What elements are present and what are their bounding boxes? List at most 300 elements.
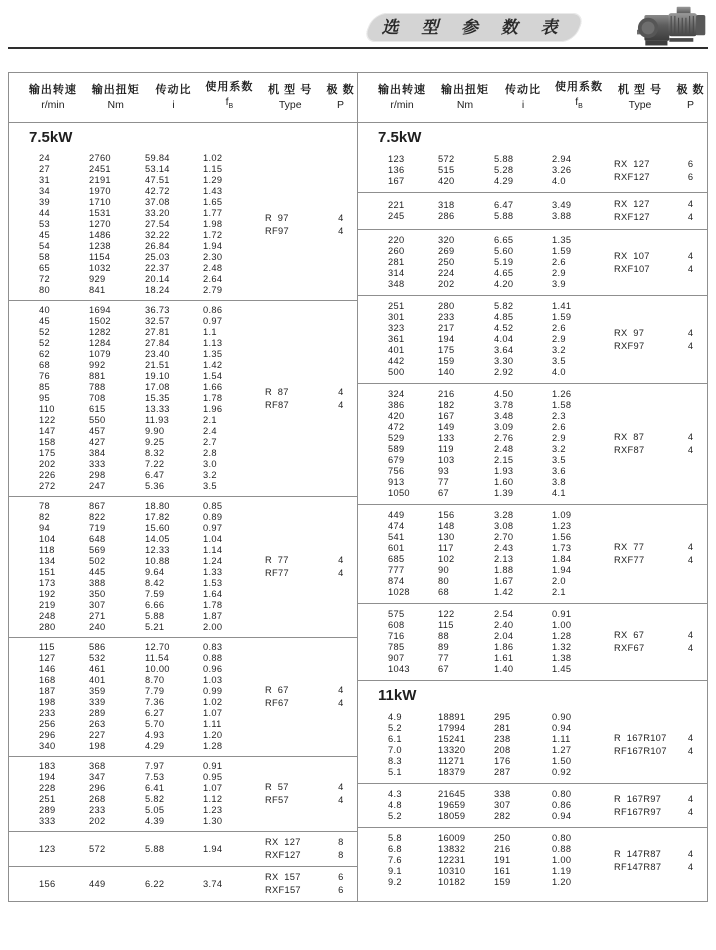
ratio-cell: 5.70	[145, 719, 165, 729]
speed-cell: 251	[388, 301, 405, 311]
ratio-cell: 6.22	[145, 878, 165, 889]
model-type: R 167R107	[614, 733, 667, 743]
torque-cell: 572	[438, 154, 455, 164]
poles-cell	[324, 761, 357, 827]
speed-cell: 251	[39, 794, 56, 804]
service-factor-cell: 3.2	[203, 470, 217, 480]
speed-cell: 1028	[388, 587, 410, 597]
poles-cell	[674, 833, 707, 888]
torque-cell: 11271	[438, 756, 465, 766]
poles-value: 6	[338, 885, 344, 895]
torque-cell: 167	[438, 411, 455, 421]
service-factor-cell: 2.48	[203, 263, 223, 273]
ratio-cell: 27.81	[145, 327, 170, 337]
data-rows	[358, 235, 606, 290]
speed-cell: 472	[388, 422, 405, 432]
table-row	[9, 153, 257, 164]
table-row	[358, 745, 606, 756]
ratio-cell: 4.65	[494, 268, 514, 278]
ratio-cell: 307	[494, 800, 511, 810]
ratio-cell: 281	[494, 723, 511, 733]
ratio-cell: 5.88	[145, 843, 165, 854]
service-factor-cell: 1.78	[203, 393, 223, 403]
ratio-cell: 3.08	[494, 521, 514, 531]
service-factor-cell: 1.94	[552, 565, 572, 575]
ratio-cell: 15.35	[145, 393, 170, 403]
ratio-cell: 26.84	[145, 241, 170, 251]
speed-cell: 6.1	[388, 734, 402, 744]
ratio-cell: 5.05	[145, 805, 165, 815]
service-factor-cell: 0.83	[203, 642, 223, 652]
ratio-cell: 12.33	[145, 545, 170, 555]
service-factor-cell: 3.2	[552, 444, 566, 454]
service-factor-cell: 3.5	[552, 356, 566, 366]
speed-cell: 1043	[388, 664, 410, 674]
speed-cell: 202	[39, 459, 56, 469]
power-section-label: 7.5kW	[378, 129, 422, 146]
table-row	[358, 268, 606, 279]
table-row	[358, 176, 606, 187]
speed-cell: 40	[39, 305, 50, 315]
ratio-cell: 3.28	[494, 510, 514, 520]
table-row	[9, 481, 257, 492]
table-row	[9, 567, 257, 578]
table-row	[358, 712, 606, 723]
power-section	[358, 123, 707, 680]
torque-cell: 233	[89, 805, 106, 815]
model-type: RX 127	[265, 837, 301, 847]
data-rows	[358, 609, 606, 675]
torque-cell: 18059	[438, 811, 466, 821]
service-factor-cell: 1.00	[552, 620, 572, 630]
service-factor-cell: 1.50	[552, 756, 572, 766]
torque-cell: 1486	[89, 230, 111, 240]
torque-cell: 708	[89, 393, 106, 403]
poles-value: 4	[687, 445, 694, 455]
parameter-block	[358, 707, 707, 783]
table-row	[358, 466, 606, 477]
table-row	[9, 305, 257, 316]
torque-cell: 103	[438, 455, 455, 465]
speed-cell: 601	[388, 543, 405, 553]
table-row	[9, 761, 257, 772]
mounting-foot	[645, 41, 667, 46]
ratio-cell: 176	[494, 756, 511, 766]
poles-cell	[324, 305, 357, 492]
torque-cell: 250	[438, 257, 455, 267]
speed-cell: 62	[39, 349, 50, 359]
parameter-block	[9, 756, 357, 831]
service-factor-cell: 2.64	[203, 274, 223, 284]
speed-cell: 156	[39, 878, 56, 889]
service-factor-cell: 1.23	[552, 521, 572, 531]
table-row	[9, 719, 257, 730]
ratio-cell: 159	[494, 877, 511, 887]
ratio-cell: 6.47	[494, 200, 514, 210]
torque-cell: 388	[89, 578, 106, 588]
ratio-cell: 295	[494, 712, 511, 722]
service-factor-cell: 1.66	[203, 382, 223, 392]
parameter-block	[358, 295, 707, 383]
torque-cell: 881	[89, 371, 106, 381]
table-row	[358, 576, 606, 587]
service-factor-cell: 1.72	[203, 230, 223, 240]
parameter-block	[358, 504, 707, 603]
table-row	[358, 433, 606, 444]
table-row	[9, 197, 257, 208]
torque-cell: 401	[89, 675, 106, 685]
torque-cell: 1970	[89, 186, 111, 196]
model-type: R 57	[265, 782, 289, 792]
poles-cell	[324, 642, 357, 752]
table-row	[9, 241, 257, 252]
ratio-cell: 14.05	[145, 534, 170, 544]
speed-cell: 1050	[388, 488, 410, 498]
table-row	[358, 411, 606, 422]
model-type-cell	[606, 154, 674, 187]
speed-cell: 147	[39, 426, 56, 436]
ratio-cell: 22.37	[145, 263, 170, 273]
table-row	[9, 664, 257, 675]
speed-cell: 348	[388, 279, 405, 289]
service-factor-cell: 1.07	[203, 708, 223, 718]
parameter-block	[9, 831, 357, 866]
model-type: R 147R87	[614, 848, 662, 859]
torque-cell: 427	[89, 437, 106, 447]
table-row	[9, 794, 257, 805]
torque-cell: 1154	[89, 252, 111, 262]
service-factor-cell: 0.91	[203, 761, 223, 771]
torque-cell: 350	[89, 589, 106, 599]
speed-cell: 272	[39, 481, 56, 491]
service-factor-cell: 0.96	[203, 664, 223, 674]
torque-cell: 19659	[438, 800, 466, 810]
parameter-block	[9, 866, 357, 901]
torque-cell: 175	[438, 345, 455, 355]
speed-cell: 221	[388, 200, 405, 210]
service-factor-cell: 1.84	[552, 554, 572, 564]
ratio-cell: 3.64	[494, 345, 514, 355]
speed-cell: 45	[39, 230, 50, 240]
service-factor-cell: 0.92	[552, 767, 572, 777]
ratio-cell: 2.70	[494, 532, 514, 542]
table-row	[358, 422, 606, 433]
service-factor-cell: 3.74	[203, 878, 223, 889]
poles-cell	[674, 712, 707, 778]
model-type-cell	[606, 235, 674, 290]
poles-cell	[324, 871, 357, 897]
poles-value: 4	[338, 386, 344, 397]
table-row	[358, 312, 606, 323]
service-factor-cell: 1.98	[203, 219, 223, 229]
table-row	[9, 879, 257, 890]
model-type: RX 87	[614, 432, 645, 442]
speed-cell: 361	[388, 334, 405, 344]
parameter-block	[358, 783, 707, 827]
model-type-cell	[257, 153, 324, 296]
torque-cell: 307	[89, 600, 106, 610]
torque-cell: 298	[89, 470, 106, 480]
ratio-cell: 33.20	[145, 208, 170, 218]
service-factor-cell: 3.88	[552, 211, 572, 221]
ratio-cell: 161	[494, 866, 511, 876]
poles-value: 4	[338, 795, 344, 805]
service-factor-cell: 1.42	[203, 360, 223, 370]
torque-cell: 1710	[89, 197, 111, 207]
torque-cell: 182	[438, 400, 455, 410]
torque-cell: 296	[89, 783, 106, 793]
ratio-cell: 12.70	[145, 642, 170, 652]
parameter-block	[358, 229, 707, 295]
service-factor-cell: 2.8	[203, 448, 217, 458]
ratio-cell: 8.70	[145, 675, 165, 685]
table-row	[358, 521, 606, 532]
header-ratio: 传动比 i	[505, 84, 541, 111]
service-factor-cell: 1.00	[552, 855, 572, 865]
speed-cell: 323	[388, 323, 405, 333]
table-row	[9, 844, 257, 855]
table-row	[9, 816, 257, 827]
table-right-body	[358, 123, 707, 893]
speed-cell: 118	[39, 545, 55, 555]
table-row	[358, 389, 606, 400]
speed-cell: 913	[388, 477, 405, 487]
service-factor-cell: 3.5	[552, 455, 566, 465]
table-row	[358, 800, 606, 811]
torque-cell: 149	[438, 422, 455, 432]
ratio-cell: 18.80	[145, 501, 170, 511]
speed-cell: 289	[39, 805, 56, 815]
model-type: RXF127	[614, 212, 650, 222]
speed-cell: 72	[39, 274, 50, 284]
ratio-cell: 27.84	[145, 338, 170, 348]
speed-cell: 608	[388, 620, 405, 630]
table-row	[358, 345, 606, 356]
service-factor-cell: 1.65	[203, 197, 223, 207]
ratio-cell: 17.08	[145, 382, 170, 392]
ratio-cell: 5.60	[494, 246, 514, 256]
speed-cell: 420	[388, 411, 405, 421]
torque-cell: 10310	[438, 866, 466, 876]
speed-cell: 151	[39, 567, 56, 577]
torque-cell: 569	[89, 545, 106, 555]
speed-cell: 146	[39, 664, 56, 674]
ratio-cell: 1.88	[494, 565, 514, 575]
ratio-cell: 4.29	[494, 176, 514, 186]
table-row	[358, 200, 606, 211]
table-row	[9, 437, 257, 448]
service-factor-cell: 1.27	[552, 745, 572, 755]
table-row	[358, 444, 606, 455]
torque-cell: 502	[89, 556, 106, 566]
header-output-torque: 输出扭矩 Nm	[441, 84, 489, 111]
speed-cell: 34	[39, 186, 50, 196]
torque-cell: 286	[438, 211, 455, 221]
ratio-cell: 37.08	[145, 197, 170, 207]
table-row	[358, 323, 606, 334]
speed-cell: 220	[388, 235, 405, 245]
header-model-type: 机 型 号 Type	[617, 84, 663, 111]
torque-cell: 648	[89, 534, 106, 544]
service-factor-cell: 1.03	[203, 675, 223, 685]
poles-value: 4	[687, 746, 694, 756]
torque-cell: 368	[89, 761, 106, 771]
table-row	[358, 631, 606, 642]
model-type-cell	[606, 712, 674, 778]
ratio-cell: 5.88	[145, 611, 165, 621]
service-factor-cell: 1.56	[552, 532, 572, 542]
table-row	[358, 653, 606, 664]
service-factor-cell: 1.32	[552, 642, 572, 652]
torque-cell: 280	[438, 301, 455, 311]
table-row	[358, 789, 606, 800]
data-rows	[358, 198, 606, 224]
torque-cell: 133	[438, 433, 455, 443]
torque-cell: 1032	[89, 263, 111, 273]
service-factor-cell: 3.49	[552, 200, 572, 210]
poles-cell	[674, 154, 707, 187]
ratio-cell: 5.82	[145, 794, 165, 804]
service-factor-cell: 1.87	[203, 611, 223, 621]
torque-cell: 2191	[89, 175, 111, 185]
torque-cell: 202	[438, 279, 455, 289]
table-row	[358, 154, 606, 165]
poles-value: 6	[338, 872, 344, 882]
ratio-cell: 4.29	[145, 741, 165, 751]
poles-value: 4	[338, 225, 344, 236]
data-rows	[358, 154, 606, 187]
poles-value: 4	[687, 555, 694, 565]
table-row	[9, 186, 257, 197]
service-factor-cell: 2.00	[203, 622, 223, 632]
table-row	[358, 334, 606, 345]
parameter-block	[358, 827, 707, 893]
power-section	[358, 680, 707, 893]
speed-cell: 8.3	[388, 756, 402, 766]
service-factor-cell: 1.26	[552, 389, 572, 399]
poles-value: 4	[338, 568, 344, 578]
model-type: RXF67	[614, 643, 645, 653]
service-factor-cell: 1.28	[552, 631, 572, 641]
poles-value: 4	[687, 432, 694, 442]
model-type-cell	[606, 198, 674, 224]
table-row	[9, 622, 257, 633]
model-type-cell	[257, 836, 324, 862]
table-row	[358, 165, 606, 176]
torque-cell: 788	[89, 382, 106, 392]
table-row	[9, 252, 257, 263]
torque-cell: 572	[89, 843, 106, 854]
model-type: R 97	[265, 212, 289, 223]
table-header	[358, 73, 707, 123]
table-row	[9, 285, 257, 296]
ratio-cell: 238	[494, 734, 511, 744]
torque-cell: 1531	[89, 208, 111, 218]
model-type: RXF77	[614, 555, 645, 565]
table-row	[358, 620, 606, 631]
torque-cell: 130	[438, 532, 455, 542]
speed-cell: 44	[39, 208, 50, 218]
table-row	[9, 783, 257, 794]
torque-cell: 67	[438, 488, 449, 498]
speed-cell: 256	[39, 719, 56, 729]
ratio-cell: 6.66	[145, 600, 165, 610]
speed-cell: 39	[39, 197, 50, 207]
service-factor-cell: 0.94	[552, 811, 572, 821]
torque-cell: 333	[89, 459, 106, 469]
speed-cell: 324	[388, 389, 405, 399]
service-factor-cell: 1.15	[203, 164, 223, 174]
table-row	[358, 211, 606, 222]
service-factor-cell: 2.79	[203, 285, 223, 295]
ratio-cell: 4.52	[494, 323, 514, 333]
poles-value: 4	[338, 698, 344, 708]
table-row	[358, 477, 606, 488]
poles-value: 4	[338, 212, 344, 223]
torque-cell: 2451	[89, 164, 111, 174]
table-row	[9, 393, 257, 404]
table-row	[9, 338, 257, 349]
speed-cell: 123	[388, 154, 405, 164]
poles-value: 8	[338, 837, 344, 847]
model-type: RXF87	[614, 445, 645, 455]
table-row	[358, 532, 606, 543]
model-type: RF167R107	[614, 746, 667, 756]
torque-cell: 550	[89, 415, 106, 425]
speed-cell: 442	[388, 356, 405, 366]
table-row	[9, 741, 257, 752]
table-row	[358, 235, 606, 246]
speed-cell: 756	[388, 466, 405, 476]
ratio-cell: 1.86	[494, 642, 514, 652]
model-type: R 167R97	[614, 793, 662, 804]
ratio-cell: 9.90	[145, 426, 165, 436]
torque-cell: 88	[438, 631, 449, 641]
speed-cell: 27	[39, 164, 50, 174]
torque-cell: 247	[89, 481, 106, 491]
service-factor-cell: 1.35	[552, 235, 572, 245]
torque-cell: 1502	[89, 316, 111, 326]
header-divider-line	[8, 47, 708, 49]
torque-cell: 1284	[89, 338, 111, 348]
speed-cell: 58	[39, 252, 50, 262]
service-factor-cell: 1.20	[203, 730, 223, 740]
speed-cell: 874	[388, 576, 405, 586]
table-row	[358, 756, 606, 767]
ratio-cell: 7.79	[145, 686, 165, 696]
ratio-cell: 17.82	[145, 512, 170, 522]
speed-cell: 314	[388, 268, 405, 278]
service-factor-cell: 3.26	[552, 165, 572, 175]
ratio-cell: 20.14	[145, 274, 170, 284]
ratio-cell: 21.51	[145, 360, 170, 370]
power-section-label: 11kW	[378, 687, 417, 704]
service-factor-cell: 1.24	[203, 556, 223, 566]
ratio-cell: 6.65	[494, 235, 514, 245]
model-type: RF87	[265, 399, 289, 410]
torque-cell: 202	[89, 816, 106, 826]
ratio-cell: 7.53	[145, 772, 165, 782]
speed-cell: 5.8	[388, 833, 402, 843]
service-factor-cell: 1.07	[203, 783, 223, 793]
poles-cell	[674, 510, 707, 598]
data-rows	[9, 871, 257, 897]
fan-cover	[696, 15, 705, 35]
header-poles: 极 数 P	[326, 84, 355, 111]
torque-cell: 719	[89, 523, 106, 533]
service-factor-cell: 0.97	[203, 316, 223, 326]
speed-cell: 541	[388, 532, 405, 542]
